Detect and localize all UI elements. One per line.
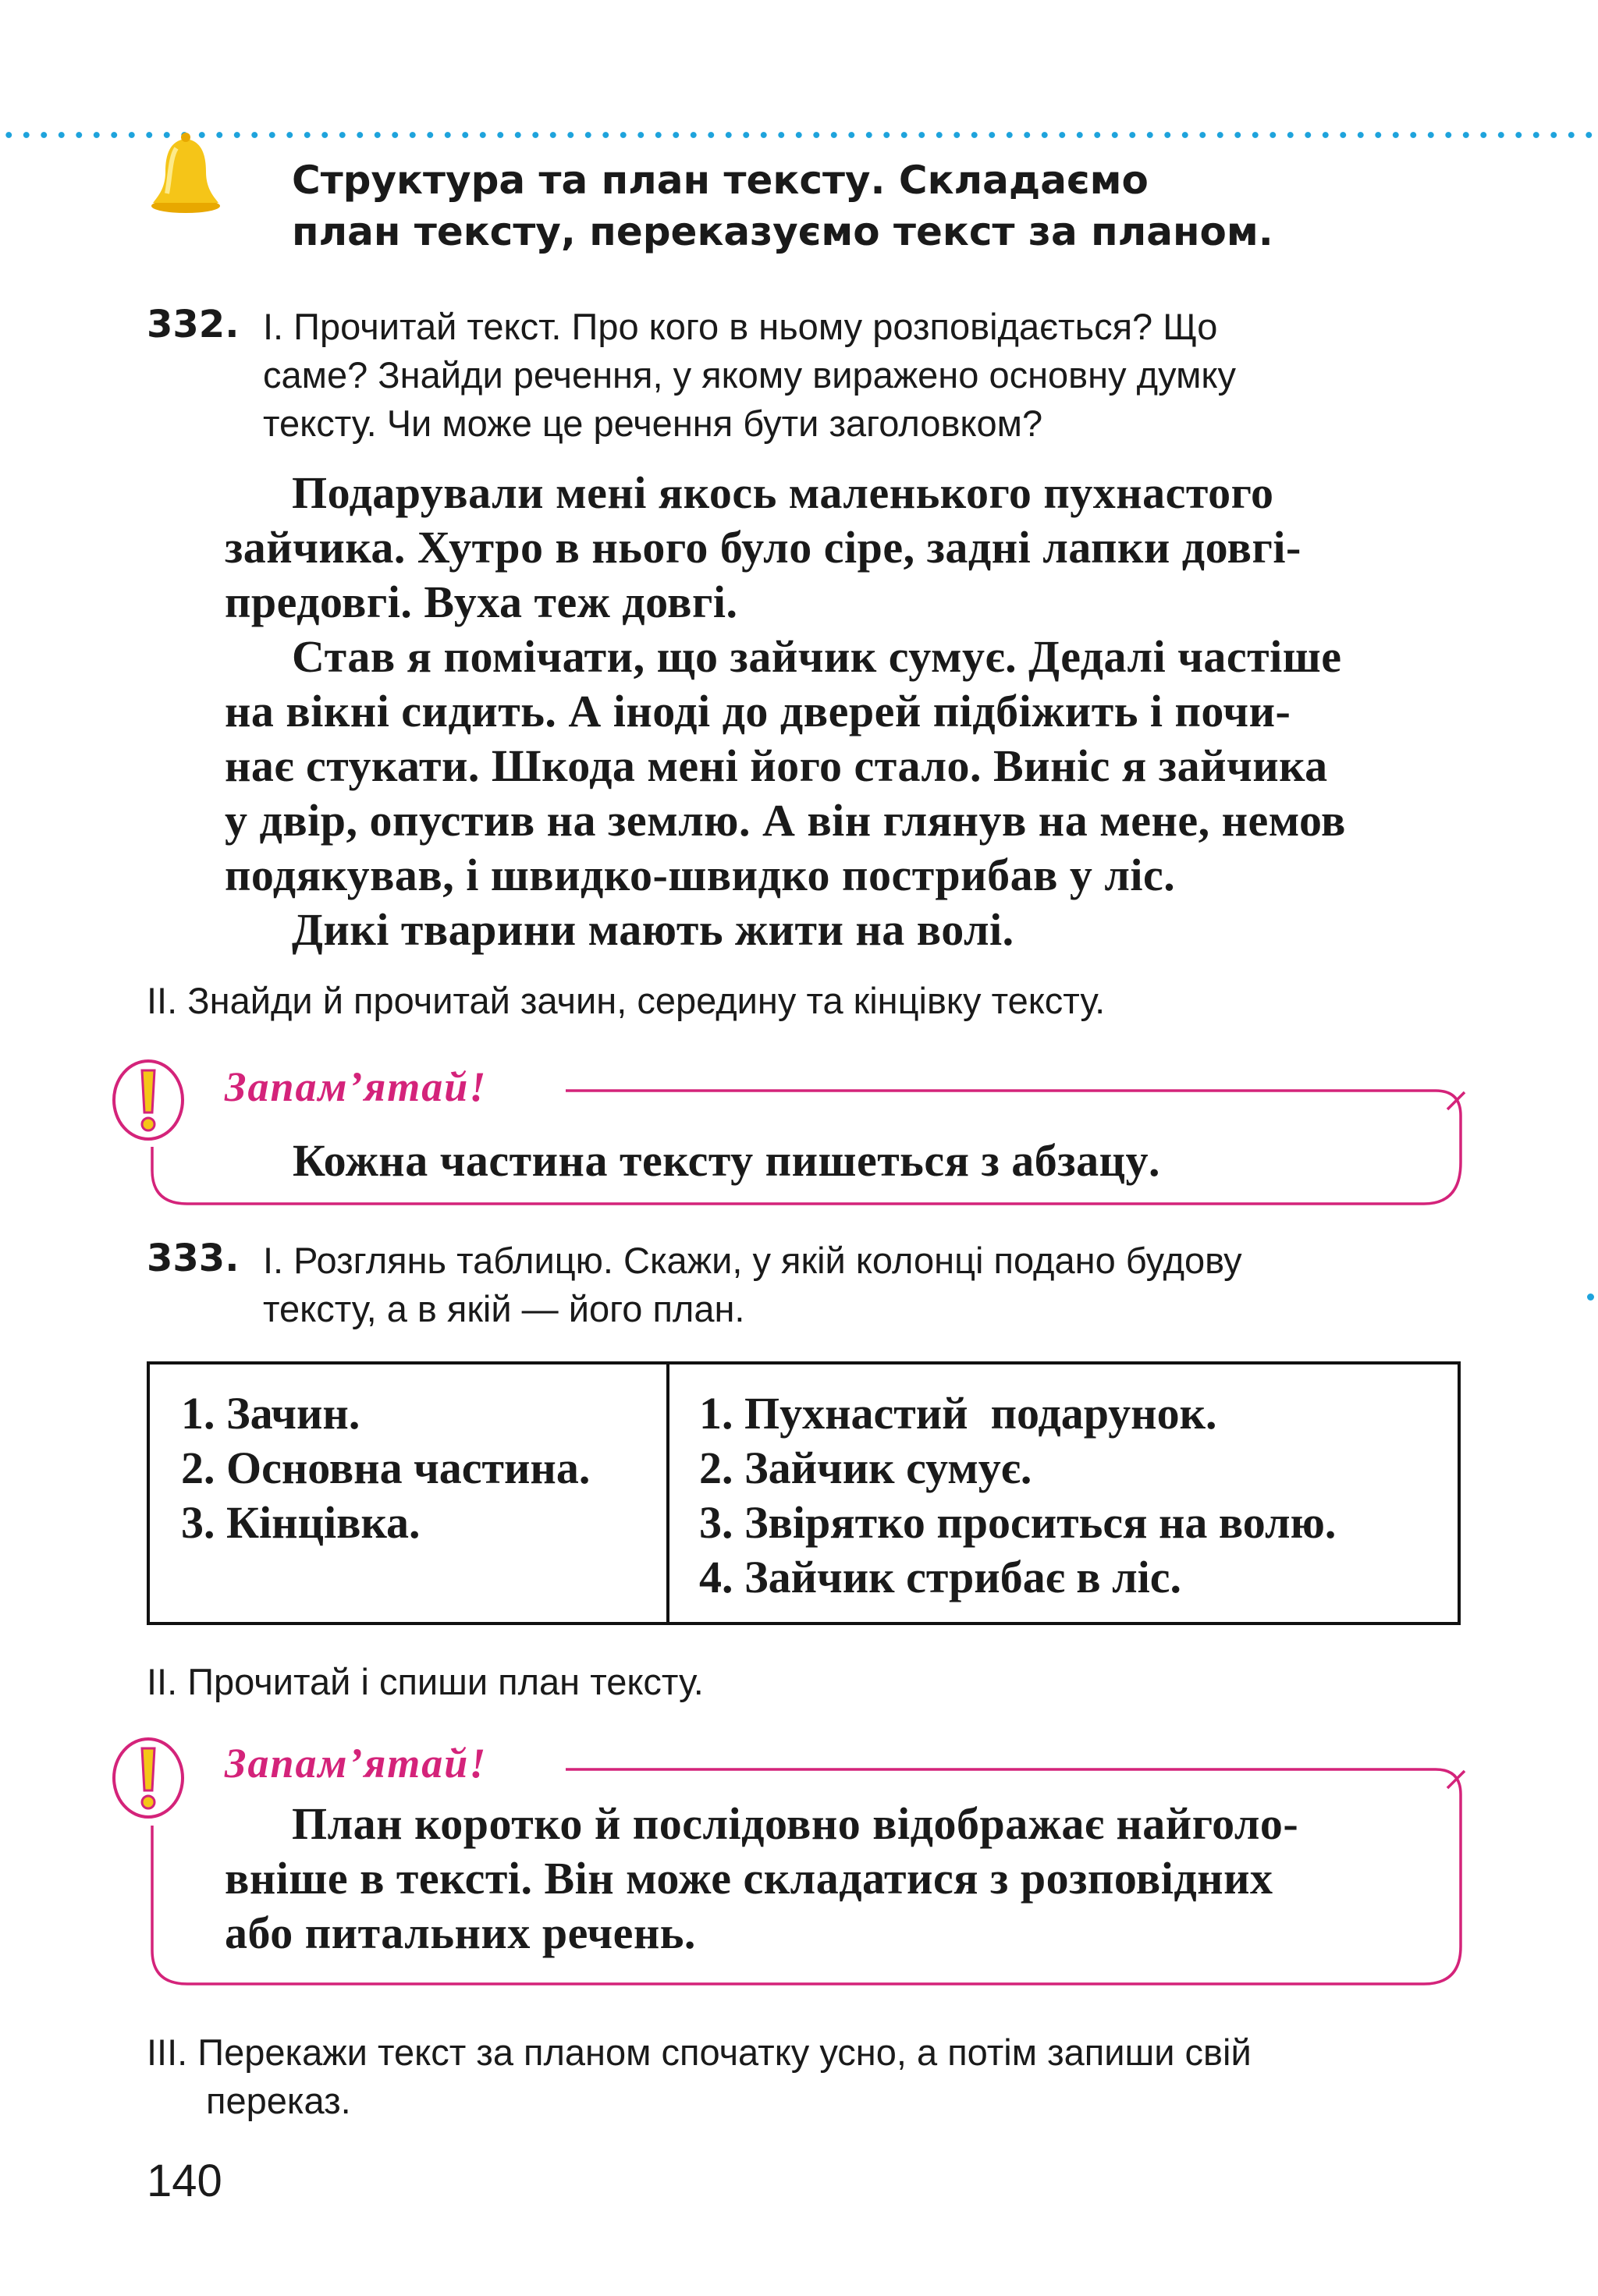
remember-line: або питальних речень. [225,1907,696,1958]
exercise-number-333: 333. [147,1237,240,1280]
story-text [225,466,1461,957]
remember-box-2 [0,1720,1598,1993]
task-line: переказ. [206,2080,351,2121]
task-line: тексту. Чи може це речення бути заголовком? [263,403,1043,444]
structure-column [148,1363,668,1624]
bell-icon [147,131,225,217]
dotted-divider [0,131,1598,139]
remember-text-part: . [1149,1135,1161,1186]
remember-line: вніше в тексті. Він може складатися з розповідних [225,1853,1273,1904]
story-line: зайчика. Хутро в нього було сіре, задні лапки довгі- [225,522,1301,573]
remember-bold-word: абзацу [1011,1135,1149,1186]
remember-text-part: Кожна частина тексту пишеться з [293,1135,1012,1186]
title-line-2: план тексту, переказуємо текст за планом. [292,209,1273,254]
page-number: 140 [147,2156,222,2206]
remember-bold-word: План [292,1798,403,1849]
table-cell-line: 1. Зачин. [181,1388,360,1439]
table-cell-line: 2. Зайчик сумує. [699,1443,1032,1493]
remember-title-1: Запам’ятай! [225,1063,488,1110]
exercise-333-task-2: II. Прочитай і спиши план тексту. [147,1661,704,1702]
table-cell-line: 3. Звірятко проситься на волю. [699,1497,1337,1548]
task-line: саме? Знайди речення, у якому виражено основну думку [263,354,1236,396]
exercise-332-task-2: II. Знайди й прочитай зачин, середину та кінцівку тексту. [147,980,1106,1021]
table-cell-line: 2. Основна частина. [181,1443,591,1493]
remember-line [225,1797,1442,1851]
exercise-332-task [263,303,1461,448]
task-line: I. Прочитай текст. Про кого в ньому розповідається? Що [263,306,1218,347]
exclamation-icon [109,1058,187,1142]
structure-plan-table [147,1361,1461,1625]
title-line-1: Структура та план тексту. Складаємо [292,158,1149,203]
story-line: Став я помічати, що зайчик сумує. Дедалі частіше [292,631,1342,682]
story-line: Подарували мені якось маленького пухнастого [292,467,1274,518]
story-line: нає стукати. Шкода мені його стало. Виніс я зайчика [225,740,1328,791]
story-line: на вікні сидить. А іноді до дверей підбіжить і почи- [225,686,1291,736]
story-line: предовгі. Вуха теж довгі. [225,577,738,627]
remember-text-2 [225,1797,1442,1961]
margin-dot [1587,1293,1594,1301]
remember-text-part: коротко й послідовно відображає найголо- [403,1798,1299,1849]
exercise-333-task [263,1237,1461,1333]
story-line: Дикі тварини мають жити на волі. [292,904,1014,955]
story-line: подякував, і швидко-швидко пострибав у ліс. [225,850,1176,900]
task-line: III. Перекажи текст за планом спочатку усно, а потім запиши свій [147,2032,1252,2073]
remember-title-2: Запам’ятай! [225,1740,488,1787]
table-cell-line: 4. Зайчик стрибає в ліс. [699,1552,1181,1602]
table-cell-line: 1. Пухнастий подарунок. [699,1388,1217,1439]
task-line: тексту, а в якій — його план. [263,1288,745,1329]
exercise-number-332: 332. [147,303,240,346]
table-cell-line: 3. Кінцівка. [181,1497,421,1548]
remember-text-1 [293,1134,1160,1188]
task-line: I. Розглянь таблицю. Скажи, у якій колонці подано будову [263,1240,1242,1281]
plan-column [668,1363,1459,1624]
exercise-333-task-3 [147,2028,1461,2125]
exclamation-icon [109,1736,187,1820]
page-title [292,154,1462,257]
remember-box-1 [0,1045,1598,1217]
story-line: у двір, опустив на землю. А він глянув на мене, немов [225,795,1346,846]
